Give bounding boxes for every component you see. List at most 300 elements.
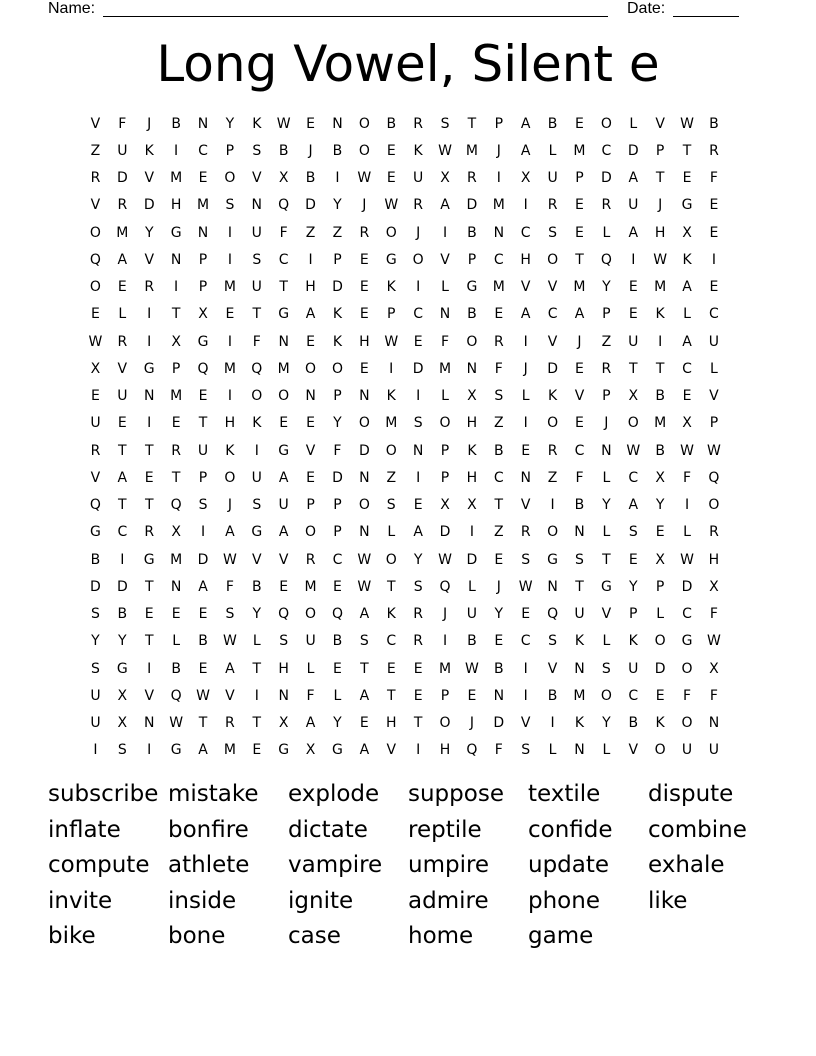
grid-letter: V [601,606,612,623]
grid-letter: X [278,170,289,187]
grid-letter: A [359,687,370,704]
grid-letter: S [575,551,584,568]
grid-letter: T [602,551,611,568]
grid-letter: E [144,469,154,486]
grid-letter: A [440,197,450,214]
grid-letter: R [413,115,423,132]
grid-letter: F [494,742,503,759]
grid-letter: A [520,142,531,159]
grid-letter: I [227,251,232,268]
grid-letter: G [251,524,263,541]
grid-letter: R [709,142,719,159]
grid-letter: E [521,442,531,459]
grid-letter: N [547,578,558,595]
grid-letter: T [118,442,127,459]
name-blank-line [103,16,608,17]
grid-letter: R [601,197,612,214]
grid-letter: R [90,170,101,187]
grid-letter: H [520,251,531,268]
grid-letter: M [223,360,236,377]
word-bank-item: phone [528,887,600,914]
grid-letter: F [709,606,718,623]
grid-letter: P [198,279,208,296]
grid-letter: X [198,306,208,323]
grid-letter: U [90,687,101,704]
grid-letter: O [439,415,451,432]
grid-row [82,710,742,737]
grid-letter: E [306,333,315,350]
grid-letter: O [412,251,424,268]
grid-letter: A [198,742,208,759]
grid-letter: H [224,415,236,432]
grid-letter: E [171,606,181,623]
grid-letter: O [547,415,559,432]
grid-letter: N [601,442,612,459]
grid-letter: C [547,306,558,323]
grid-letter: P [440,687,450,704]
grid-letter: C [628,469,639,486]
grid-letter: B [117,606,128,623]
grid-row [82,274,742,301]
grid-letter: I [416,469,421,486]
grid-letter: B [655,388,665,405]
grid-letter: R [144,279,155,296]
grid-letter: P [494,115,504,132]
grid-letter: R [601,360,612,377]
grid-letter: P [306,497,315,514]
grid-letter: W [438,551,452,568]
grid-letter: E [413,687,423,704]
grid-letter: G [116,660,128,677]
grid-letter: X [440,170,450,187]
grid-letter: I [335,170,340,187]
grid-letter: Q [708,469,720,486]
grid-letter: M [170,170,183,187]
grid-letter: L [602,224,611,241]
grid-letter: Q [170,497,182,514]
grid-letter: N [359,469,370,486]
grid-letter: E [144,606,154,623]
grid-letter: D [412,360,424,377]
grid-letter: X [117,687,128,704]
grid-letter: S [91,606,100,623]
grid-letter: R [225,715,235,732]
word-bank-item: inflate [48,816,121,843]
grid-letter: N [143,388,155,405]
grid-letter: V [547,660,558,677]
grid-letter: C [628,687,639,704]
grid-letter: M [573,142,586,159]
grid-letter: H [278,660,289,677]
grid-letter: L [387,524,396,541]
grid-letter: V [520,497,531,514]
grid-letter: E [521,606,531,623]
grid-letter: D [681,578,693,595]
grid-letter: N [574,742,585,759]
grid-letter: E [494,306,504,323]
grid-letter: M [223,279,236,296]
grid-letter: W [464,660,479,677]
grid-letter: D [332,279,343,296]
grid-letter: U [708,742,720,759]
grid-letter: D [627,142,639,159]
grid-letter: E [198,170,208,187]
grid-letter: W [196,687,210,704]
grid-letter: R [305,551,316,568]
grid-letter: K [332,306,343,323]
grid-letter: B [467,633,477,650]
grid-row [82,464,742,491]
grid-letter: Y [333,415,342,432]
grid-letter: B [332,633,343,650]
grid-letter: D [116,170,128,187]
grid-letter: R [547,442,558,459]
grid-letter: C [682,606,692,623]
grid-letter: D [116,578,128,595]
grid-letter: Z [332,224,343,241]
grid-letter: I [711,251,716,268]
grid-letter: L [441,279,449,296]
grid-letter: I [442,633,448,650]
grid-letter: I [469,524,474,541]
grid-letter: G [143,360,155,377]
grid-letter: E [682,170,692,187]
grid-letter: Y [628,578,638,595]
grid-letter: X [278,715,289,732]
grid-letter: K [547,388,558,405]
grid-letter: J [469,715,474,732]
grid-letter: N [439,306,451,323]
grid-letter: Z [386,469,397,486]
grid-letter: U [547,170,558,187]
grid-letter: Q [89,251,101,268]
grid-letter: X [628,388,639,405]
word-bank-item: combine [648,816,747,843]
grid-letter: W [438,142,452,159]
grid-letter: Y [118,633,127,650]
grid-letter: Q [600,251,612,268]
grid-letter: L [656,606,665,623]
grid-letter: O [547,251,559,268]
grid-letter: V [90,115,101,132]
grid-letter: M [438,360,452,377]
grid-letter: A [520,306,531,323]
grid-letter: E [91,306,100,323]
grid-letter: I [227,224,232,241]
grid-letter: W [518,578,533,595]
grid-letter: B [90,551,101,568]
grid-letter: R [359,224,370,241]
grid-row [82,682,742,709]
grid-letter: U [305,633,316,650]
word-bank-item: ignite [288,887,354,914]
grid-letter: A [117,251,128,268]
grid-letter: U [251,279,262,296]
grid-letter: E [575,360,584,377]
grid-letter: N [493,687,505,704]
grid-letter: F [252,333,261,350]
grid-letter: E [359,279,369,296]
grid-letter: N [574,524,585,541]
grid-letter: Q [278,606,290,623]
grid-letter: E [359,306,369,323]
word-bank-item: admire [408,887,489,914]
grid-letter: K [682,251,692,268]
grid-letter: I [416,388,421,405]
grid-letter: A [413,524,423,541]
grid-letter: J [523,360,528,377]
grid-letter: Z [494,524,504,541]
grid-letter: R [547,197,558,214]
date-blank-line [673,16,739,17]
grid-letter: P [440,442,450,459]
grid-letter: F [440,333,450,350]
grid-letter: B [386,115,397,132]
grid-letter: A [628,170,639,187]
grid-letter: P [440,469,450,486]
grid-letter: R [520,524,531,541]
grid-letter: O [89,279,101,296]
grid-letter: B [332,142,343,159]
grid-letter: U [278,497,289,514]
grid-letter: I [684,497,690,514]
grid-letter: N [170,578,182,595]
word-bank-item: dispute [648,781,734,807]
grid-letter: L [683,306,691,323]
grid-letter: G [385,251,397,268]
grid-letter: K [386,606,396,623]
grid-letter: W [653,251,668,268]
grid-letter: E [494,551,504,568]
grid-letter: W [680,115,694,132]
grid-letter: F [575,469,584,486]
grid-letter: E [494,633,504,650]
grid-letter: S [279,633,289,650]
grid-letter: A [359,606,370,623]
grid-letter: T [413,715,423,732]
grid-letter: A [305,306,316,323]
grid-letter: W [707,633,721,650]
grid-row [82,410,742,437]
word-bank-item: case [288,923,341,949]
grid-letter: Q [89,497,101,514]
grid-letter: T [171,306,181,323]
grid-letter: X [171,524,181,541]
grid-letter: L [333,687,342,704]
grid-letter: A [574,306,585,323]
grid-letter: E [386,170,396,187]
grid-letter: G [332,742,343,759]
grid-letter: K [252,415,262,432]
grid-letter: A [278,524,289,541]
grid-letter: W [707,442,721,459]
grid-letter: V [252,170,262,187]
grid-letter: T [144,442,154,459]
grid-letter: A [628,224,639,241]
grid-letter: S [521,551,531,568]
grid-letter: K [467,442,477,459]
grid-letter: X [709,578,719,595]
grid-row [82,219,742,246]
grid-letter: B [494,442,504,459]
grid-letter: A [520,115,531,132]
grid-letter: N [520,469,531,486]
grid-letter: D [143,197,155,214]
grid-letter: R [117,333,128,350]
grid-letter: W [384,333,399,350]
grid-letter: Z [601,333,612,350]
grid-letter: L [602,742,611,759]
grid-letter: S [413,415,423,432]
grid-letter: Y [655,497,665,514]
word-bank-item: bike [48,923,96,949]
grid-letter: P [333,251,342,268]
grid-letter: N [251,197,263,214]
grid-letter: T [575,251,584,268]
grid-letter: Q [278,197,290,214]
grid-letter: E [413,497,423,514]
grid-letter: D [305,197,316,214]
grid-letter: V [90,469,101,486]
grid-row [82,492,742,519]
grid-letter: S [601,660,611,677]
grid-letter: E [413,333,423,350]
grid-letter: N [197,115,209,132]
word-bank-item: compute [48,852,150,878]
grid-letter: A [198,578,208,595]
grid-letter: H [466,469,478,486]
grid-letter: Y [91,633,100,650]
grid-letter: D [358,442,370,459]
grid-letter: M [304,578,317,595]
grid-letter: G [170,742,182,759]
grid-letter: X [655,469,665,486]
grid-letter: E [359,360,369,377]
grid-letter: I [147,415,152,432]
grid-letter: I [523,415,528,432]
grid-letter: E [252,742,262,759]
grid-letter: C [278,251,289,268]
grid-letter: L [172,633,181,650]
grid-letter: T [252,660,262,677]
grid-letter: L [602,469,611,486]
grid-letter: P [602,306,611,323]
grid-letter: O [305,606,317,623]
grid-letter: N [170,251,182,268]
grid-letter: M [223,742,236,759]
grid-row [82,601,742,628]
grid-letter: K [574,633,585,650]
grid-letter: I [200,524,206,541]
grid-letter: P [629,606,638,623]
grid-letter: V [547,279,558,296]
grid-letter: F [306,687,315,704]
grid-letter: J [496,142,501,159]
grid-letter: B [171,660,181,677]
grid-letter: A [117,469,128,486]
grid-letter: G [278,442,290,459]
grid-letter: E [386,660,396,677]
grid-letter: V [655,115,665,132]
grid-letter: X [709,660,719,677]
grid-letter: Y [333,715,342,732]
grid-letter: L [548,742,557,759]
grid-letter: E [359,715,369,732]
grid-letter: T [171,469,181,486]
grid-letter: O [600,687,612,704]
grid-letter: D [332,469,343,486]
grid-letter: R [144,524,155,541]
grid-letter: T [144,578,154,595]
grid-letter: A [359,742,370,759]
grid-letter: P [333,497,342,514]
letter-grid [82,110,742,764]
grid-letter: D [197,551,209,568]
grid-letter: C [493,469,504,486]
grid-letter: W [357,578,372,595]
grid-letter: P [387,306,396,323]
word-bank-item: mistake [168,781,259,807]
word-bank-item: suppose [408,781,504,807]
grid-letter: H [654,224,666,241]
grid-letter: S [521,742,531,759]
grid-letter: V [574,388,585,405]
grid-letter: A [682,333,692,350]
grid-letter: W [357,551,372,568]
grid-letter: N [359,524,370,541]
grid-letter: Y [602,497,611,514]
grid-letter: T [575,578,584,595]
grid-letter: X [440,497,450,514]
grid-letter: I [227,388,232,405]
grid-letter: L [118,306,127,323]
grid-letter: I [550,497,555,514]
grid-letter: N [466,360,478,377]
grid-letter: H [466,415,478,432]
grid-letter: T [118,497,127,514]
word-bank-item: exhale [648,852,725,878]
grid-letter: I [254,442,259,459]
grid-letter: I [147,742,152,759]
page-title: Long Vowel, Silent e [156,35,660,93]
grid-letter: B [547,115,558,132]
grid-letter: E [117,279,127,296]
grid-letter: V [386,742,397,759]
grid-letter: T [494,497,504,514]
grid-letter: L [683,524,691,541]
grid-letter: H [359,333,370,350]
grid-letter: M [196,197,210,214]
grid-letter: M [170,551,183,568]
grid-letter: U [117,142,128,159]
grid-letter: E [225,306,235,323]
grid-letter: I [308,251,313,268]
grid-row [82,192,742,219]
word-bank-item: invite [48,887,113,914]
grid-letter: S [359,633,369,650]
grid-letter: M [573,279,586,296]
grid-letter: C [386,633,397,650]
word-bank-item: dictate [288,816,368,843]
grid-letter: E [467,687,477,704]
grid-letter: D [600,170,612,187]
grid-letter: E [628,306,638,323]
grid-letter: F [118,115,127,132]
grid-letter: W [626,442,641,459]
grid-letter: I [658,333,663,350]
grid-row [82,437,742,464]
grid-letter: V [628,742,639,759]
